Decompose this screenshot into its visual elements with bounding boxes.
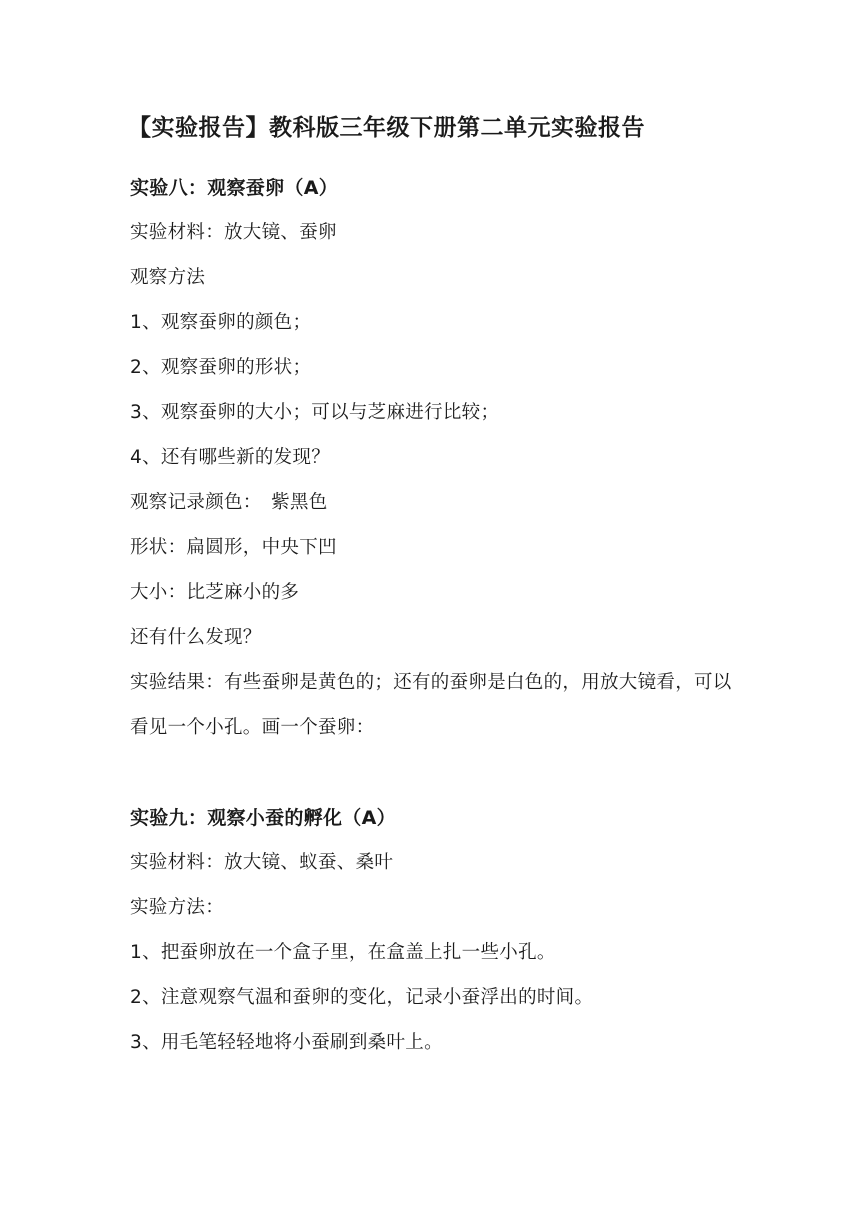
experiment-8-record-size: 大小：比芝麻小的多 <box>130 582 300 603</box>
experiment-9-heading: 实验九：观察小蚕的孵化（A） <box>130 807 396 829</box>
experiment-9-step: 2、注意观察气温和蚕卵的变化，记录小蚕浮出的时间。 <box>130 987 594 1008</box>
experiment-8-step: 3、观察蚕卵的大小；可以与芝麻进行比较； <box>130 402 500 423</box>
experiment-8-step: 1、观察蚕卵的颜色； <box>130 312 312 333</box>
document-title: 【实验报告】教科版三年级下册第二单元实验报告 <box>128 115 645 141</box>
experiment-8-record-other: 还有什么发现？ <box>130 627 262 648</box>
experiment-9-method-label: 实验方法： <box>130 897 225 918</box>
experiment-8-heading: 实验八：观察蚕卵（A） <box>130 177 339 199</box>
experiment-8-method-label: 观察方法 <box>130 267 206 288</box>
experiment-9-step: 3、用毛笔轻轻地将小蚕刷到桑叶上。 <box>130 1032 443 1053</box>
experiment-9-materials: 实验材料：放大镜、蚁蚕、桑叶 <box>130 852 394 873</box>
experiment-8-result: 实验结果：有些蚕卵是黄色的；还有的蚕卵是白色的，用放大镜看，可以看见一个小孔。画一个蚕卵： <box>130 672 732 738</box>
experiment-8-materials: 实验材料：放大镜、蚕卵 <box>130 222 337 243</box>
experiment-8-record-color: 观察记录颜色： 紫黑色 <box>130 492 328 513</box>
experiment-8-step: 2、观察蚕卵的形状； <box>130 357 312 378</box>
experiment-8-step: 4、还有哪些新的发现？ <box>130 447 331 468</box>
experiment-8-record-shape: 形状：扁圆形，中央下凹 <box>130 537 337 558</box>
experiment-9-step: 1、把蚕卵放在一个盒子里，在盒盖上扎一些小孔。 <box>130 942 556 963</box>
